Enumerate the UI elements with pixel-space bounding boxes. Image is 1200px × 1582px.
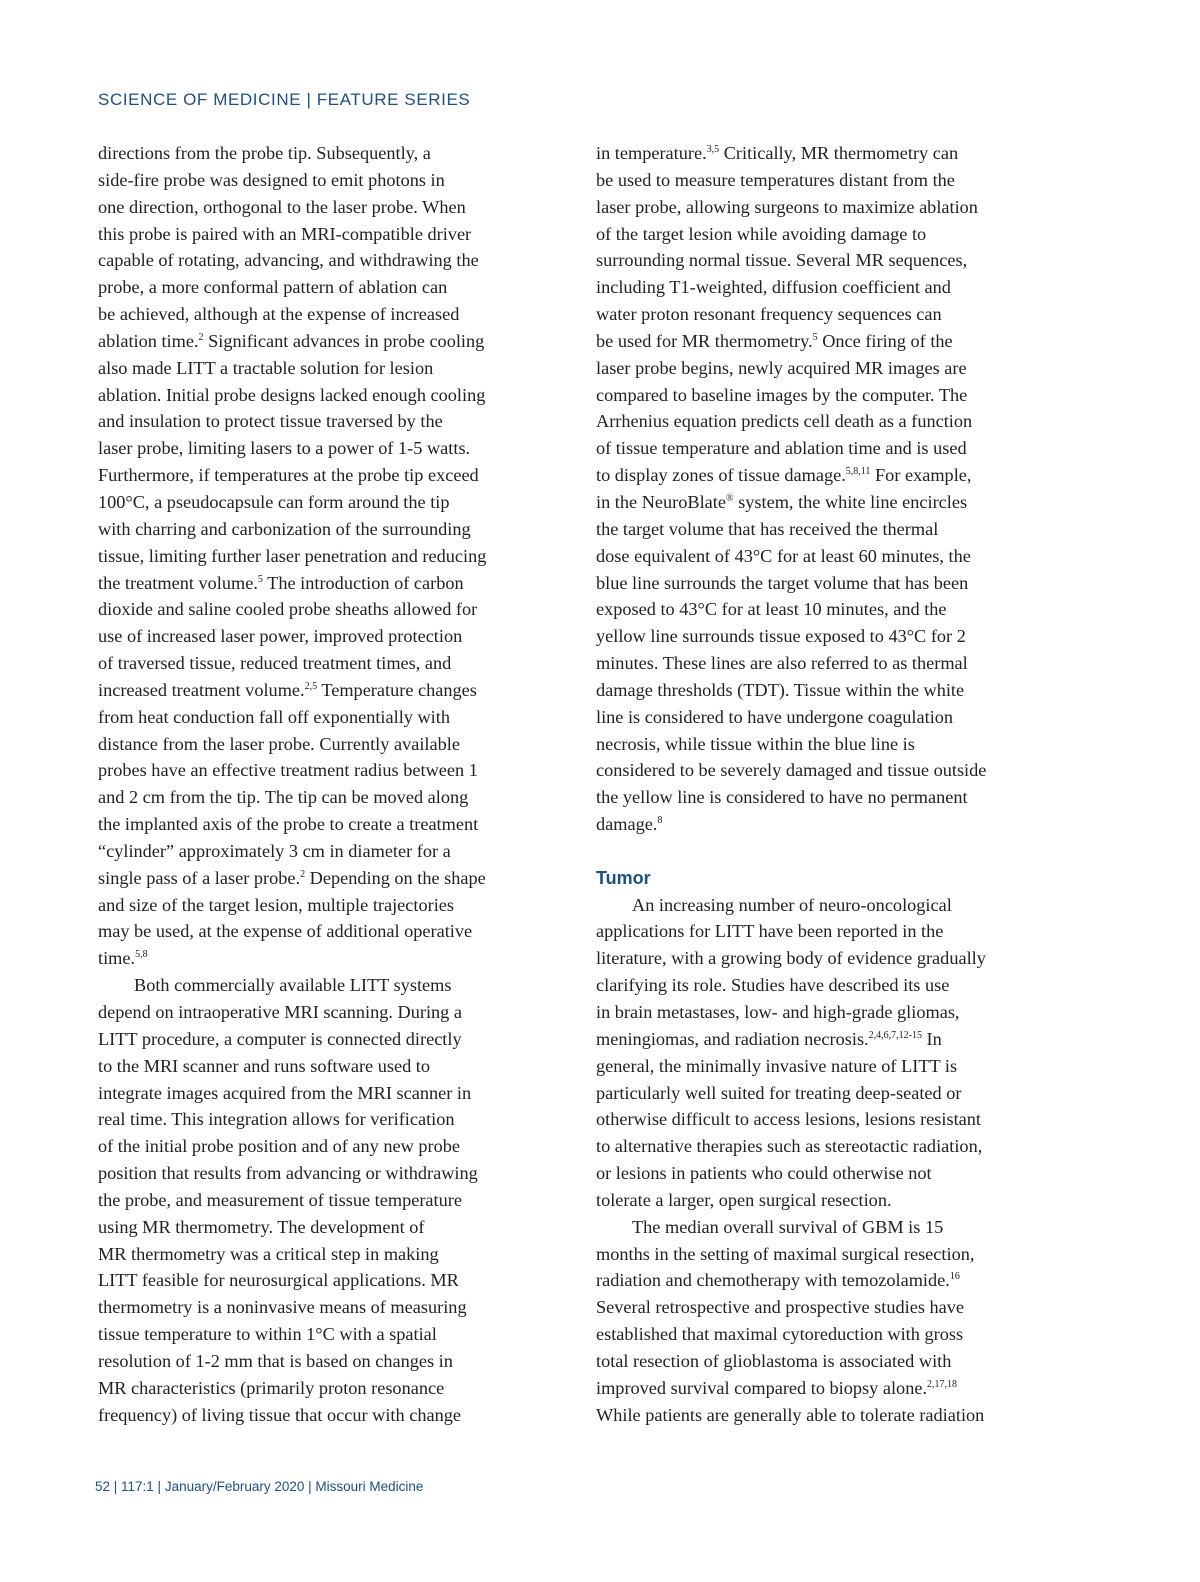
citation-superscript: 5 [812,331,818,343]
text-line: tissue temperature to within 1°C with a spatial [98,1324,437,1345]
text-line: position that results from advancing or withdrawing [98,1163,478,1184]
text-line: in brain metastases, low- and high-grade gliomas, [596,1002,960,1022]
text-line: the treatment volume.$^5$ The introduction of carbon [98,572,464,593]
text-line: or lesions in patients who could otherwise not [596,1163,932,1184]
text-line: be used to measure temperatures distant from the [596,169,955,190]
text-line: improved survival compared to biopsy alone.$^{2,17,18}$ [596,1377,958,1398]
citation-superscript: 3,5 [706,144,720,155]
right-column [596,140,1041,1429]
text-line: to display zones of tissue damage.$^{5,8,11}$ For example, [596,465,972,486]
text-line: one direction, orthogonal to the laser probe. When [98,196,466,217]
text-line: time.$^{5,8}$ [98,948,148,969]
text-line: the probe, and measurement of tissue temperature [98,1189,462,1210]
text-line: Furthermore, if temperatures at the probe tip exceed [98,465,479,486]
series-header: SCIENCE OF MEDICINE | FEATURE SERIES [98,90,471,109]
text-line: integrate images acquired from the MRI scanner in [98,1082,472,1103]
citation-superscript: 2,5 [304,680,318,692]
text-line: LITT procedure, a computer is connected directly [98,1028,462,1049]
text-line: also made LITT a tractable solution for lesion [98,357,434,378]
text-line: While patients are generally able to tolerate radiation [596,1404,985,1425]
text-line: from heat conduction fall off exponentially with [98,706,450,727]
text-line: established that maximal cytoreduction with gross [596,1324,964,1345]
text-line: LITT feasible for neurosurgical applications. MR [98,1270,459,1291]
text-line: necrosis, while tissue within the blue line is [596,733,915,754]
text-line: be used for MR thermometry.$^5$ Once firing of the [596,330,953,351]
text-line: use of increased laser power, improved protection [98,626,463,647]
text-line: surrounding normal tissue. Several MR sequences, [596,250,968,271]
text-line: yellow line surrounds tissue exposed to 43°C for 2 [596,626,966,647]
text-line: single pass of a laser probe.$^2$ Depending on the shape [98,867,486,888]
left-column [98,140,548,1429]
text-line: may be used, at the expense of additional operative [98,921,473,942]
text-line: literature, with a growing body of evidence gradually [596,948,986,969]
text-line: laser probe, limiting lasers to a power of 1-5 watts. [98,438,471,459]
text-line: directions from the probe tip. Subsequently, a [98,143,431,163]
text-line: and size of the target lesion, multiple trajectories [98,894,455,915]
text-line: considered to be severely damaged and tissue outside [596,760,987,781]
text-line: water proton resonant frequency sequences can [596,304,942,325]
text-line: meningiomas, and radiation necrosis.$^{2,4,6,7,12-15}$ In [596,1028,942,1049]
text-line: Arrhenius equation predicts cell death as a function [596,411,973,432]
citation-superscript: 2 [300,868,306,880]
text-line: total resection of glioblastoma is associated with [596,1350,952,1371]
text-line: using MR thermometry. The development of [98,1216,425,1237]
right-column-bottom-text [596,892,1041,1429]
text-line: minutes. These lines are also referred to as thermal [596,653,968,674]
text-line: the target volume that has received the thermal [596,518,939,539]
text-line: tissue, limiting further laser penetration and reducing [98,545,487,566]
text-line: months in the setting of maximal surgical resection, [596,1243,975,1264]
text-line: probes have an effective treatment radius between 1 [98,760,478,781]
text-line: compared to baseline images by the computer. The [596,384,968,405]
text-line: probe, a more conformal pattern of ablation can [98,277,448,298]
text-line: radiation and chemotherapy with temozolamide.$^{16}$ [596,1270,960,1291]
text-line: general, the minimally invasive nature of LITT is [596,1055,958,1076]
text-line: Both commercially available LITT systems [134,975,452,996]
citation-superscript: 5 [257,573,263,585]
text-line: An increasing number of neuro-oncological [632,894,952,915]
citation-superscript: 8 [657,815,663,827]
text-line: blue line surrounds the target volume that has been [596,572,969,593]
right-column-top-text [596,140,1041,838]
text-line: “cylinder” approximately 3 cm in diameter for a [98,840,451,861]
text-line: and 2 cm from the tip. The tip can be moved along [98,787,469,808]
text-line: including T1-weighted, diffusion coefficient and [596,277,951,298]
text-line: Several retrospective and prospective studies have [596,1297,965,1318]
text-line: exposed to 43°C for at least 10 minutes, and the [596,599,947,620]
text-line: MR thermometry was a critical step in making [98,1243,439,1264]
text-line: this probe is paired with an MRI-compatible driver [98,223,472,244]
text-line: damage thresholds (TDT). Tissue within the white [596,679,965,700]
citation-superscript: ® [725,492,734,504]
citation-superscript: 16 [949,1271,960,1283]
page-footer: 52 | 117:1 | January/February 2020 | Missouri Medicine [95,1479,424,1494]
text-line: resolution of 1-2 mm that is based on changes in [98,1350,453,1371]
citation-superscript: 5,8,11 [845,466,871,478]
text-line: dioxide and saline cooled probe sheaths allowed for [98,599,478,620]
text-line: the yellow line is considered to have no permanent [596,787,968,808]
text-line: ablation. Initial probe designs lacked enough cooling [98,384,486,405]
text-line: dose equivalent of 43°C for at least 60 minutes, the [596,545,971,566]
text-line: of tissue temperature and ablation time and is used [596,438,967,459]
citation-superscript: 2 [198,331,204,343]
text-line: frequency) of living tissue that occur with change [98,1404,461,1425]
text-line: to alternative therapies such as stereotactic radiation, [596,1136,983,1157]
text-line: side-fire probe was designed to emit photons in [98,169,445,190]
text-line: laser probe, allowing surgeons to maximize ablation [596,196,978,217]
citation-superscript: 2,17,18 [927,1378,958,1390]
text-line: capable of rotating, advancing, and withdrawing the [98,250,479,271]
text-line: particularly well suited for treating deep-seated or [596,1082,962,1103]
text-line: in the NeuroBlate® system, the white line encircles [596,491,968,512]
text-line: distance from the laser probe. Currently available [98,733,460,754]
text-line: tolerate a larger, open surgical resection. [596,1189,892,1210]
text-line: ablation time.$^2$ Significant advances in probe cooling [98,330,485,351]
text-line: of traversed tissue, reduced treatment times, and [98,653,452,674]
text-line: clarifying its role. Studies have described its use [596,975,950,996]
text-line: damage.$^8$ [596,814,663,835]
text-line: of the target lesion while avoiding damage to [596,223,927,244]
text-line: to the MRI scanner and runs software used to [98,1055,431,1076]
text-line: in temperature.$^{3,5}$ Critically, MR thermometry can [596,143,959,163]
text-line: and insulation to protect tissue traversed by the [98,411,443,432]
citation-superscript: 2,4,6,7,12-15 [868,1029,922,1041]
text-line: MR characteristics (primarily proton resonance [98,1377,445,1398]
text-line: depend on intraoperative MRI scanning. During a [98,1002,463,1022]
text-line: otherwise difficult to access lesions, lesions resistant [596,1109,982,1130]
text-line: with charring and carbonization of the surrounding [98,518,471,539]
text-line: line is considered to have undergone coagulation [596,706,954,727]
text-line: laser probe begins, newly acquired MR images are [596,357,967,378]
text-line: real time. This integration allows for verification [98,1109,455,1130]
text-line: 100°C, a pseudocapsule can form around the tip [98,491,450,512]
text-line: thermometry is a noninvasive means of measuring [98,1297,467,1318]
text-line: be achieved, although at the expense of increased [98,304,460,325]
section-heading-tumor: Tumor [596,867,651,888]
text-line: the implanted axis of the probe to create a treatment [98,814,479,835]
text-line: increased treatment volume.$^{2,5}$ Temperature changes [98,679,477,700]
text-line: applications for LITT have been reported in the [596,921,944,942]
text-line: of the initial probe position and of any new probe [98,1136,460,1157]
citation-superscript: 5,8 [135,949,148,961]
text-line: The median overall survival of GBM is 15 [632,1216,944,1237]
